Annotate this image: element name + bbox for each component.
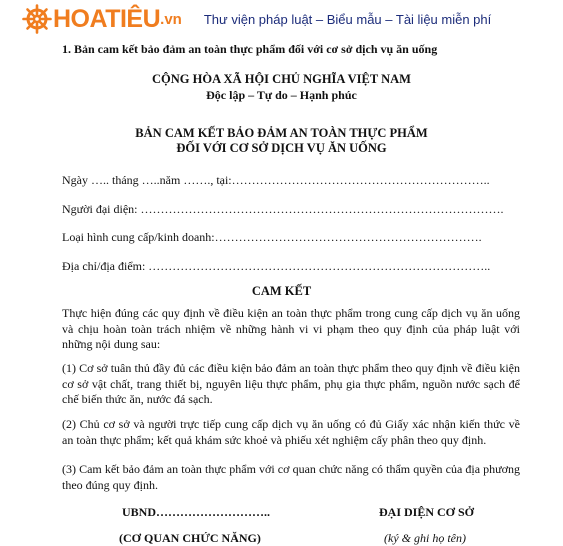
nation-heading: CỘNG HÒA XÃ HỘI CHỦ NGHĨA VIỆT NAM [152, 72, 411, 86]
field-date-place: Ngày ….. tháng …..năm ……., tại:……………………………………………………….. [62, 173, 490, 187]
section-title: 1. Bản cam kết bảo đảm an toàn thực phẩm đối với cơ sở dịch vụ ăn uống [62, 42, 438, 56]
brand-domain: .vn [160, 11, 182, 28]
brand-name: HOATIÊU [53, 4, 161, 33]
intro-paragraph: Thực hiện đúng các quy định về điều kiện an toàn thực phẩm trong cung cấp dịch vụ ăn uống và chịu hoàn toàn trách nhiệm về những hành vi vi phạm theo quy định của pháp luật với những nội dung sau: [62, 306, 520, 351]
site-tagline: Thư viện pháp luật – Biểu mẫu – Tài liệu miễn phí [203, 11, 492, 27]
commitment-item-2: (2) Chủ cơ sở và người trực tiếp cung cấp dịch vụ ăn uống có đủ Giấy xác nhận kiến thức về an toàn thực phẩm; kết quả khám sức khoẻ và phiếu xét nghiệm cấy phân theo quy định. [62, 417, 520, 447]
field-business-type: Loại hình cung cấp/kinh doanh:…………………………………………………………. [62, 230, 482, 244]
commitment-item-3: (3) Cam kết bảo đảm an toàn thực phẩm với cơ quan chức năng có thẩm quyền của địa phương theo đúng quy định. [62, 462, 520, 492]
signature-right-sub: (ký & ghi họ tên) [384, 531, 466, 545]
signature-left-sub: (CƠ QUAN CHỨC NĂNG) [119, 531, 261, 545]
nation-motto: Độc lập – Tự do – Hạnh phúc [206, 88, 357, 102]
field-address: Địa chỉ/địa điểm: ………………………………………………………………………….. [62, 259, 491, 273]
signature-right-label: ĐẠI DIỆN CƠ SỞ [379, 505, 475, 519]
signature-left-label: UBND……………………….. [122, 505, 271, 519]
ship-wheel-icon [22, 4, 52, 34]
document-title-line2: ĐỐI VỚI CƠ SỞ DỊCH VỤ ĂN UỐNG [176, 141, 387, 155]
site-logo[interactable] [22, 4, 182, 34]
document-title-line1: BẢN CAM KẾT BẢO ĐẢM AN TOÀN THỰC PHẨM [135, 126, 428, 140]
commitment-item-1: (1) Cơ sở tuân thủ đầy đủ các điều kiện bảo đảm an toàn thực phẩm theo quy định về điều kiện cơ sở vật chất, trang thiết bị, nguyên liệu thực phẩm, phụ gia thực phẩm, nguồn nước sạch để chế biến thức ăn, nước đá sạch. [62, 361, 520, 406]
field-representative: Người đại diện: ………………………………………………………………………………. [62, 202, 504, 216]
commit-heading: CAM KẾT [251, 284, 312, 298]
site-header [0, 0, 563, 38]
